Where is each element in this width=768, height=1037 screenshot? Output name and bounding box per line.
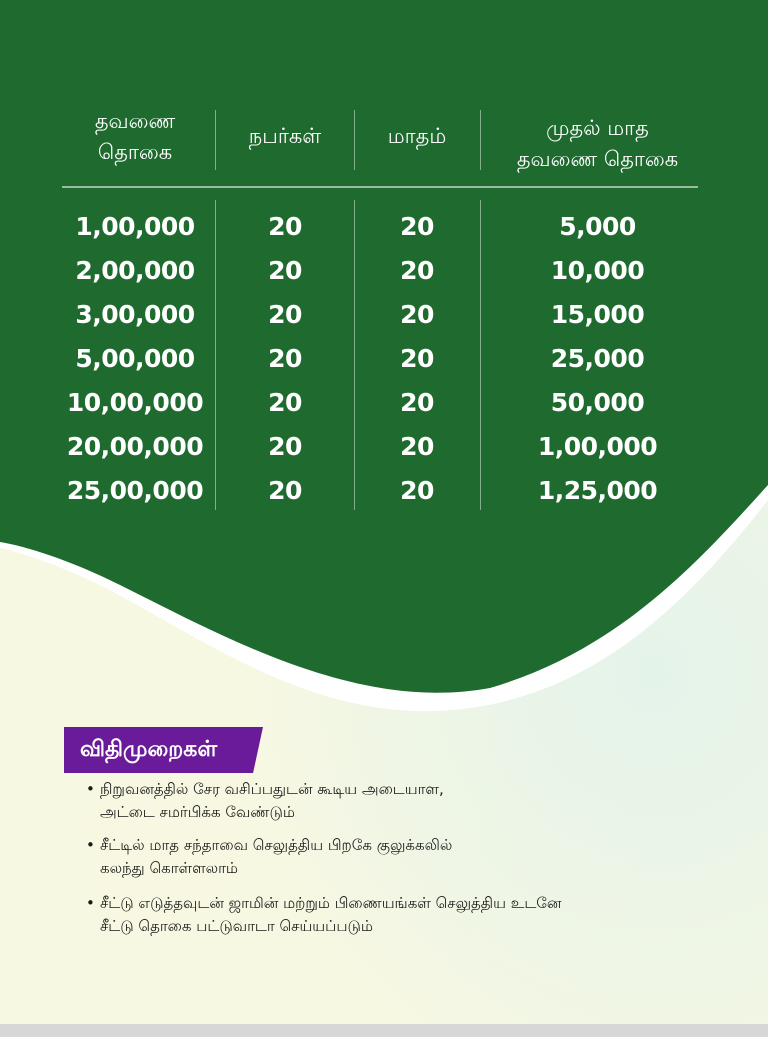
- cell-members: 20: [268, 344, 302, 373]
- cell-amount: 3,00,000: [75, 300, 195, 329]
- cell-first-installment: 50,000: [550, 388, 645, 417]
- cell-members: 20: [268, 476, 302, 505]
- bottom-strip: [0, 1024, 768, 1037]
- cell-amount: 2,00,000: [75, 256, 195, 285]
- cell-months: 20: [400, 256, 434, 285]
- cell-months: 20: [400, 344, 434, 373]
- cell-members: 20: [268, 300, 302, 329]
- rule-item: [86, 892, 676, 938]
- header-first-month-installment: முதல் மாத தவணை தொகை: [516, 116, 679, 171]
- bullet-icon: •: [86, 836, 95, 854]
- cell-members: 20: [268, 388, 302, 417]
- cell-members: 20: [268, 256, 302, 285]
- column-divider-2: [354, 110, 355, 170]
- column-divider-1: [215, 110, 216, 170]
- rule-item: [86, 834, 676, 880]
- cell-months: 20: [400, 476, 434, 505]
- cell-members: 20: [268, 212, 302, 241]
- header-months: மாதம்: [387, 124, 447, 148]
- cell-months: 20: [400, 300, 434, 329]
- rule-item: [86, 778, 676, 824]
- table-row: [0, 249, 768, 293]
- rule-text: நிறுவனத்தில் சேர வசிப்பதுடன் கூடிய அடையாள, அட்டை சமர்பிக்க வேண்டும்: [100, 780, 444, 821]
- table-row: [0, 425, 768, 469]
- bullet-icon: •: [86, 780, 95, 798]
- bullet-icon: •: [86, 894, 95, 912]
- header-divider: [62, 186, 698, 188]
- table-row: [0, 469, 768, 513]
- cell-first-installment: 25,000: [550, 344, 645, 373]
- cell-amount: 5,00,000: [75, 344, 195, 373]
- cell-amount: 25,00,000: [66, 476, 204, 505]
- cell-first-installment: 5,000: [559, 212, 636, 241]
- cell-amount: 1,00,000: [75, 212, 195, 241]
- header-installment-amount: தவணை தொகை: [94, 109, 176, 164]
- table-row: [0, 293, 768, 337]
- cell-months: 20: [400, 432, 434, 461]
- rule-text: சீட்டில் மாத சந்தாவை செலுத்திய பிறகே குலுக்கலில் கலந்து கொள்ளலாம்: [100, 836, 453, 877]
- cell-months: 20: [400, 388, 434, 417]
- cell-amount: 20,00,000: [66, 432, 204, 461]
- cell-members: 20: [268, 432, 302, 461]
- rule-text: சீட்டு எடுத்தவுடன் ஜாமின் மற்றும் பிணையங்கள் செலுத்திய உடனே சீட்டு தொகை பட்டுவாடா செய்யப்படும்: [100, 894, 562, 935]
- column-divider-3: [480, 110, 481, 170]
- header-members: நபர்கள்: [248, 124, 322, 148]
- rules-title: விதிமுறைகள்: [80, 737, 218, 762]
- cell-amount: 10,00,000: [66, 388, 204, 417]
- cell-first-installment: 10,000: [550, 256, 645, 285]
- table-row: [0, 337, 768, 381]
- cell-months: 20: [400, 212, 434, 241]
- cell-first-installment: 15,000: [550, 300, 645, 329]
- table-row: [0, 381, 768, 425]
- table-row: [0, 205, 768, 249]
- cell-first-installment: 1,00,000: [537, 432, 658, 461]
- cell-first-installment: 1,25,000: [537, 476, 658, 505]
